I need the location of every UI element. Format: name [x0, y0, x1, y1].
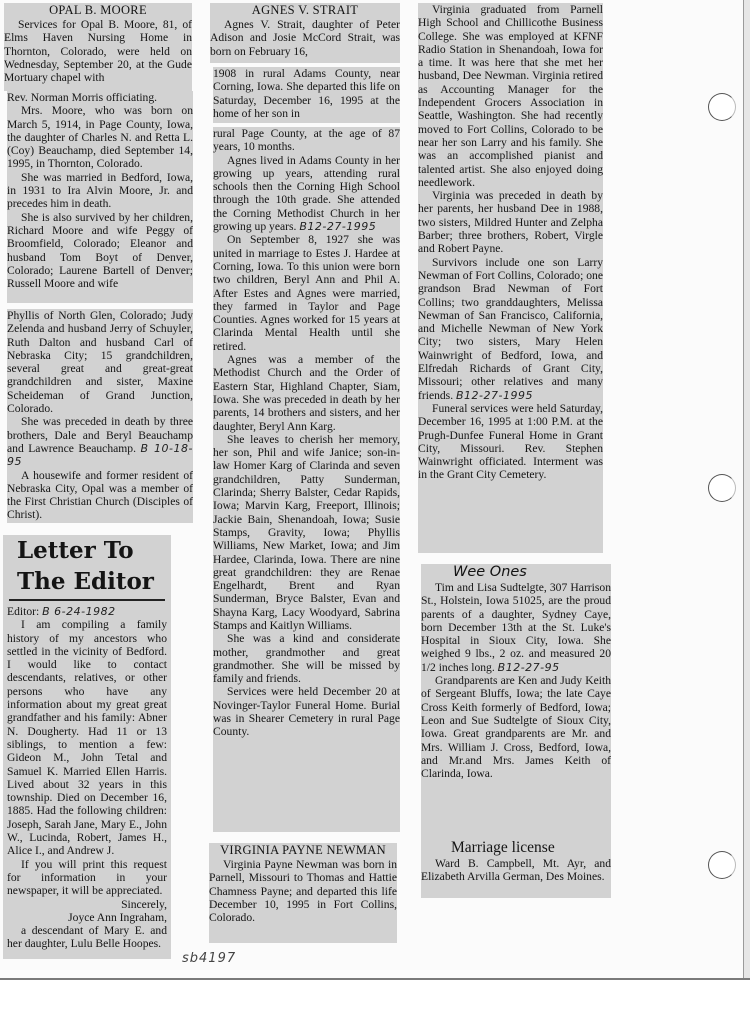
birth-announcement-paragraph [421, 581, 611, 674]
obituary-paragraph: A housewife and former resident of Nebraska City, Opal was a member of the First Christian Church (Disciples of Christ). [7, 468, 193, 522]
letter-paragraph: I am compiling a family history of my ancestors who settled in the vicinity of Bedford. I would like to contact descendants, relatives, or other persons who have any information about my great great grandfather and his family: Abner N. Dougherty. Had 11 or 13 siblings, to mention a few: Gideon M., John Tetal and Samuel K. Married Ellen Harris. Lived about 32 years in this township. Died on December 16, 1885. Had the following children: Joseph, Sarah Jane, Mary E., John W., Lucinda, Robert, James H., Alice I., and Andrew J. [7, 618, 167, 858]
obituary-paragraph: Services for Opal B. Moore, 81, of Elms Haven Nursing Home in Thornton, Colorado, were held on Wednesday, September 20, at the Gude Mortuary chapel with [4, 18, 192, 85]
clipping-agnes-strait-body [213, 127, 400, 832]
letter-closing: Sincerely, [121, 897, 167, 911]
marriage-license-title: Marriage license [451, 839, 555, 856]
obituary-paragraph: Mrs. Moore, who was born on March 5, 1914, in Page County, Iowa, the daughter of Charles N. and Retta L. (Coy) Beauchamp, died September 14, 1995, in Thornton, Colorado. [7, 104, 193, 171]
handwritten-date-note: B12-27-95 [497, 660, 560, 674]
clipping-wee-ones [421, 564, 611, 844]
page-bottom-edge [0, 978, 750, 980]
obituary-paragraph: She is also survived by her children, Richard Moore and wife Peggy of Broomfield, Colorado; Eleanor and husband Tom Boyt of Denver, Colorado; Laurene Bartell of Denver; Russell Moore and wife [7, 210, 193, 291]
clipping-agnes-strait-continued [213, 67, 400, 123]
clipping-marriage-license [421, 832, 611, 898]
obituary-paragraph [7, 415, 193, 468]
obituary-paragraph: Rev. Norman Morris officiating. [7, 91, 158, 104]
letter-signature-note: a descendant of Mary E. and her daughter, Lulu Belle Hoopes. [7, 924, 167, 951]
clipping-opal-moore-obituary [4, 3, 192, 91]
clipping-letter-to-editor [3, 535, 171, 959]
clipping-virginia-newman-continued [418, 3, 603, 553]
clipping-opal-moore-end [7, 309, 193, 523]
obituary-paragraph: rural Page County, at the age of 87 years, 10 months. [213, 127, 400, 154]
clipping-virginia-newman-obituary [209, 843, 397, 943]
page-edge [743, 0, 750, 980]
handwritten-date-note: B 10-18-95 [7, 441, 193, 469]
punch-hole [708, 851, 736, 879]
obituary-paragraph: Phyllis of North Glen, Colorado; Judy Zelenda and husband Jerry of Schuyler, Ruth Dalton and husband Carl of Nebraska City; 15 grandchildren, several great and great-great grandchildren and sister, Maxine Scheideman of Grand Junction, Colorado. [7, 309, 193, 416]
obituary-paragraph: She was a kind and considerate mother, grandmother and great grandmother. She will be missed by family and friends. [213, 632, 400, 686]
announcement-text: Tim and Lisa Sudtelgte, 307 Harrison St., Holstein, Iowa 51025, are the proud parents of a daughter, Sydney Caye, born December 13th at the St. Luke's Hospital in Sioux City, Iowa. She weighed 9 lbs., 2 oz. and measured 20 1/2 inches long. [421, 581, 611, 674]
obituary-paragraph: She was married in Bedford, Iowa, in 1931 to Ira Alvin Moore, Jr. and precedes him in death. [7, 170, 193, 211]
punch-hole [708, 93, 736, 121]
title-rule [9, 599, 165, 601]
obituary-paragraph: Services were held December 20 at Novinger-Taylor Funeral Home. Burial was in Shearer Cemetery in rural Page County. [213, 685, 400, 739]
obituary-paragraph: Agnes V. Strait, daughter of Peter Adison and Josie McCord Strait, was born on February 16, [210, 18, 400, 58]
clipping-opal-moore-continued [7, 91, 193, 303]
birth-announcement-paragraph: Grandparents are Ken and Judy Keith of Sergeant Bluffs, Iowa; the late Caye Cross Keith formerly of Bedford, Iowa; Leon and Sue Sudtelgte of Sioux City, Iowa. Great grandparents are Mr. and Mrs. William J. Cross, Bedford, Iowa, and Mr.and Mrs. James Keith of Clarinda, Iowa. [421, 674, 611, 781]
handwritten-date-note: B12-27-1995 [456, 388, 533, 402]
obituary-paragraph: Virginia Payne Newman was born in Parnell, Missouri to Thomas and Hattie Chamness Payne; and departed this life December 10, 1995 in Fort Collins, Colorado. [209, 858, 397, 925]
obituary-paragraph [418, 256, 603, 402]
obituary-text: Survivors include one son Larry Newman of Fort Collins, Colorado; one grandson Brad Newman of Fort Collins; two granddaughters, Melissa Newman of San Francisco, California, and Michelle Newman of New York City; two sisters, Mary Helen Wainwright of Bedford, Iowa, and Elfredah Richards of Grant City, Missouri; other relatives and many friends. [418, 255, 603, 402]
obituary-paragraph [213, 154, 400, 234]
obituary-text: She was preceded in death by three brothers, Dale and Beryl Beauchamp and Lawrence Beauchamp. [7, 415, 193, 455]
clipping-agnes-strait-obituary [210, 3, 400, 63]
letter-title-line2: The Editor [17, 568, 154, 595]
obituary-paragraph: Agnes was a member of the Methodist Church and the Order of Eastern Star, Highland Chapter, Siam, Iowa. She was preceded in death by her parents, 14 brothers and sisters, and her daughter, Beryl Ann Karg. [213, 353, 400, 433]
obituary-paragraph: Funeral services were held Saturday, December 16, 1995 at 1:00 P.M. at the Prugh-Dunfee Funeral Home in Grant City, Missouri. Rev. Stephen Wainwright officiated. Interment was in the Grant City Cemetery. [418, 401, 603, 482]
obituary-paragraph: On September 8, 1927 she was united in marriage to Estes J. Hardee at Corning, Iowa. To this union were born two children, Beryl Ann and Phil A. After Estes and Agnes were married, they farmed in Taylor and Page Counties. Agnes worked for 15 years at Clarinda Mental Health until she retired. [213, 233, 400, 353]
letter-title-line1: Letter To [17, 537, 134, 564]
obituary-paragraph: 1908 in rural Adams County, near Corning, Iowa. She departed this life on Saturday, December 16, 1995 at the home of her son in [213, 67, 400, 120]
wee-ones-title: Wee Ones [453, 564, 527, 580]
obituary-paragraph: She leaves to cherish her memory, her son, Phil and wife Janice; son-in-law Homer Karg of Clarinda and seven grandchildren, Patty Sunderman, Clarinda; Sherry Balster, Cedar Rapids, Iowa; Marvin Karg, Freeport, Illinois; Jackie Bain, Shenandoah, Iowa; Susie Stamps, Gravity, Iowa; Phyllis Williams, New Market, Iowa; and Jim Hardee, Clarinda, Iowa. There are nine great grandchildren: they are Renae Engelhardt, Brent and Ryan Sunderman, Bryce Balster, Evan and Shayna Karg, Lacy Woodyard, Sabrina Stamps and Kaitlyn Williams. [213, 432, 400, 632]
marriage-license-paragraph: Ward B. Campbell, Mt. Ayr, and Elizabeth Arvilla German, Des Moines. [421, 857, 611, 884]
obituary-paragraph: Virginia graduated from Parnell High School and Chillicothe Business College. She was employed at KFNF Radio Station in Shenandoah, Iowa for a time. It was here that she met her husband, Dee Newman. Virginia retired as Accounting Manager for the Independent Grocers Association in Seattle, Washington. She had recently moved to Fort Collins, Colorado to be near her son Larry and his family. She was an accomplished pianist and talented artist. She also enjoyed doing needlework. [418, 3, 603, 189]
punch-hole [708, 474, 736, 502]
obituary-heading: AGNES V. STRAIT [251, 3, 359, 17]
obituary-heading: VIRGINIA PAYNE NEWMAN [220, 843, 386, 857]
obituary-paragraph: Virginia was preceded in death by her parents, her husband Dee in 1988, two sisters, Mildred Hunter and Zelpha Barber; three brothers, Robert, Virgle and Robert Payne. [418, 189, 603, 256]
letter-paragraph: If you will print this request for information in your newspaper, it will be appreciated. [7, 857, 167, 898]
handwritten-date-note: B 6-24-1982 [42, 605, 116, 618]
obituary-heading: OPAL B. MOORE [49, 3, 147, 17]
handwritten-page-id: sb4197 [182, 951, 237, 966]
handwritten-date-note: B12-27-1995 [299, 220, 377, 234]
editor-salutation: Editor: [7, 605, 40, 618]
obituary-text: Agnes lived in Adams County in her growing up years, attending rural schools then the Corning High School through the 10th grade. She attended the Corning Methodist Church in her growing up years. [213, 153, 400, 234]
letter-signature: Joyce Ann Ingraham, [68, 910, 167, 924]
